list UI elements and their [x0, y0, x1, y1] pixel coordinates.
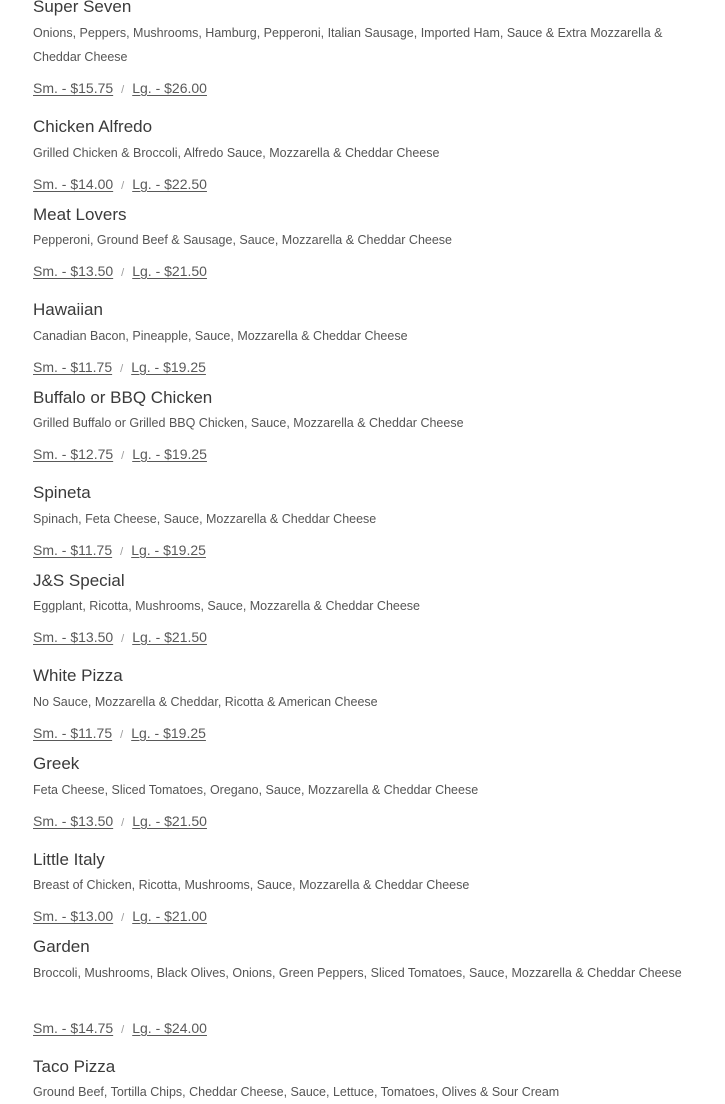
large-price-link[interactable]: Lg. - $21.50 [132, 629, 207, 645]
item-name: Little Italy [33, 850, 105, 869]
price-separator: / [121, 633, 125, 645]
large-price-link[interactable]: Lg. - $19.25 [132, 446, 207, 462]
item-name: Chicken Alfredo [33, 117, 153, 136]
price-separator: / [121, 84, 125, 96]
small-price-link[interactable]: Sm. - $14.00 [33, 176, 114, 192]
small-price-link[interactable]: Sm. - $14.75 [33, 1020, 114, 1036]
price-separator: / [120, 729, 124, 741]
large-price-link[interactable]: Lg. - $26.00 [132, 80, 207, 96]
menu-item [33, 205, 705, 252]
small-price-link[interactable]: Sm. - $11.75 [33, 542, 113, 558]
menu-item [33, 666, 705, 714]
price-separator: / [121, 267, 125, 279]
small-price-link[interactable]: Sm. - $13.50 [33, 263, 114, 279]
price-separator: / [120, 363, 124, 375]
price-separator: / [120, 546, 124, 558]
menu-item [33, 850, 705, 897]
price-row [33, 908, 207, 924]
item-description: Broccoli, Mushrooms, Black Olives, Onions, Green Peppers, Sliced Tomatoes, Sauce, Mozzarella & Cheddar Cheese [33, 966, 682, 980]
price-row [33, 263, 207, 279]
large-price-link[interactable]: Lg. - $22.50 [132, 176, 207, 192]
menu-item [33, 388, 705, 435]
item-description: Canadian Bacon, Pineapple, Sauce, Mozzarella & Cheddar Cheese [33, 329, 408, 343]
item-description: Feta Cheese, Sliced Tomatoes, Oregano, Sauce, Mozzarella & Cheddar Cheese [33, 783, 479, 797]
large-price-link[interactable]: Lg. - $21.50 [132, 263, 207, 279]
menu-item [33, 937, 705, 985]
large-price-link[interactable]: Lg. - $19.25 [131, 725, 206, 741]
item-description: Onions, Peppers, Mushrooms, Hamburg, Pepperoni, Italian Sausage, Imported Ham, Sauce & Extra Mozzarella & Cheddar Cheese [33, 26, 663, 64]
item-description: Spinach, Feta Cheese, Sauce, Mozzarella & Cheddar Cheese [33, 512, 377, 526]
menu-item [33, 483, 705, 531]
price-row [33, 629, 207, 645]
item-name: Greek [33, 754, 80, 773]
menu-item [33, 117, 705, 165]
item-description: Grilled Buffalo or Grilled BBQ Chicken, Sauce, Mozzarella & Cheddar Cheese [33, 416, 464, 430]
price-separator: / [121, 450, 125, 462]
large-price-link[interactable]: Lg. - $24.00 [132, 1020, 207, 1036]
item-name: Garden [33, 937, 90, 956]
item-name: J&S Special [33, 571, 125, 590]
price-separator: / [121, 1024, 125, 1036]
large-price-link[interactable]: Lg. - $21.50 [132, 813, 207, 829]
price-row [33, 813, 207, 829]
item-description: Pepperoni, Ground Beef & Sausage, Sauce, Mozzarella & Cheddar Cheese [33, 233, 453, 247]
price-separator: / [121, 817, 125, 829]
item-name: Super Seven [33, 0, 132, 16]
item-description: Eggplant, Ricotta, Mushrooms, Sauce, Mozzarella & Cheddar Cheese [33, 599, 420, 613]
small-price-link[interactable]: Sm. - $11.75 [33, 725, 113, 741]
price-row [33, 725, 206, 741]
small-price-link[interactable]: Sm. - $13.00 [33, 908, 114, 924]
menu-item [33, 0, 705, 69]
item-name: Taco Pizza [33, 1057, 116, 1076]
item-name: Meat Lovers [33, 205, 127, 224]
price-separator: / [121, 180, 125, 192]
item-name: Hawaiian [33, 300, 103, 319]
price-row [33, 446, 207, 462]
item-description: Grilled Chicken & Broccoli, Alfredo Sauce, Mozzarella & Cheddar Cheese [33, 146, 440, 160]
price-row [33, 542, 206, 558]
price-row [33, 176, 207, 192]
price-separator: / [121, 912, 125, 924]
large-price-link[interactable]: Lg. - $19.25 [131, 359, 206, 375]
small-price-link[interactable]: Sm. - $13.50 [33, 813, 114, 829]
small-price-link[interactable]: Sm. - $13.50 [33, 629, 114, 645]
item-description: No Sauce, Mozzarella & Cheddar, Ricotta & American Cheese [33, 695, 378, 709]
small-price-link[interactable]: Sm. - $12.75 [33, 446, 114, 462]
item-description: Ground Beef, Tortilla Chips, Cheddar Cheese, Sauce, Lettuce, Tomatoes, Olives & Sour Cream [33, 1085, 560, 1099]
price-row [33, 80, 207, 96]
price-row [33, 359, 206, 375]
small-price-link[interactable]: Sm. - $11.75 [33, 359, 113, 375]
menu-item [33, 300, 705, 348]
large-price-link[interactable]: Lg. - $19.25 [131, 542, 206, 558]
large-price-link[interactable]: Lg. - $21.00 [132, 908, 207, 924]
menu-item [33, 754, 705, 802]
item-name: White Pizza [33, 666, 123, 685]
item-name: Spineta [33, 483, 91, 502]
menu-item [33, 1057, 705, 1104]
small-price-link[interactable]: Sm. - $15.75 [33, 80, 114, 96]
item-name: Buffalo or BBQ Chicken [33, 388, 213, 407]
item-description: Breast of Chicken, Ricotta, Mushrooms, Sauce, Mozzarella & Cheddar Cheese [33, 878, 470, 892]
menu-item [33, 571, 705, 618]
price-row [33, 1020, 207, 1036]
